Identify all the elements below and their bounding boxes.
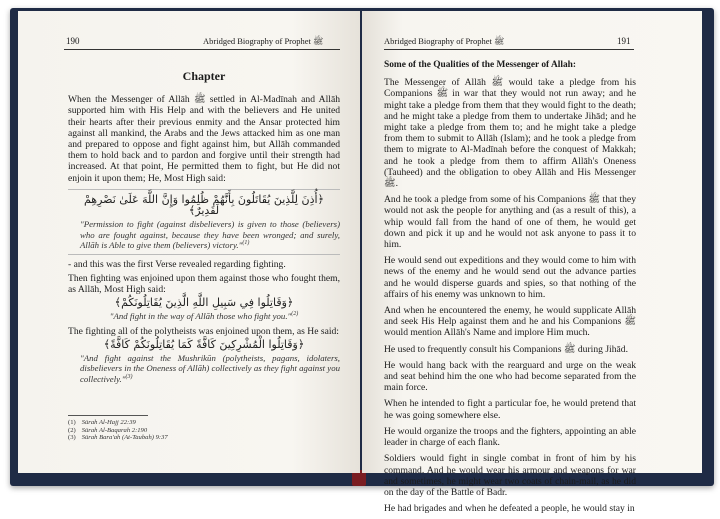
footnote-rule xyxy=(68,415,148,416)
quran-verse-arabic: ﴿وَقَاتِلُوا الْمُشْرِكِينَ كَافَّةً كَمَا يُقَاتِلُونَكُمْ كَافَّةً﴾ xyxy=(103,337,305,351)
paragraph: When the Messenger of Allāh ﷺ settled in Al-Madīnah and Allāh supported him with His Help and with the believers and He united their hearts after their previous enmity and the Ansar protected him against all mankind, the Arabs and the Jews attacked him as one man and prepared to oppose and fight against him, but Allāh commanded them to hold back and to pardon and forgive until their strength had increased. At that point, He permitted them to fight, but He did not enjoin it upon them; He, Most High said: xyxy=(68,94,340,184)
section-title: Some of the Qualities of the Messenger of Allah: xyxy=(384,60,576,70)
right-body-text xyxy=(384,60,636,519)
divider xyxy=(68,189,340,190)
page-number: 190 xyxy=(66,36,80,46)
verse-translation: "Permission to fight (against disbelievers) is given to those (believers) who are fought against, because they have been wronged; and surely, Allāh is Able to give them (believers) victory."$^{(1)}$ xyxy=(80,219,340,251)
divider xyxy=(68,254,340,255)
paragraph: Soldiers would fight in single combat in front of him by his command. And he would wear his armour and weapons for war and sometimes, he might wear two coats of chain-mail, as he did on the day of the Battle of Badr. xyxy=(384,453,636,498)
left-body-text xyxy=(68,51,340,388)
running-head: Abridged Biography of Prophet ﷺ xyxy=(203,36,324,46)
verse-translation: "And fight against the Mushrikūn (polytheists, pagans, idolaters, disbelievers in the Oneness of Allāh) collectively as they fight against you collectively."$^{(3)}$ xyxy=(80,353,340,384)
right-page xyxy=(362,11,702,515)
verse-translation: "And fight in the way of Allāh those who fight you."$^{(2)}$ xyxy=(109,311,299,322)
paragraph: Then fighting was enjoined upon them against those who fought them, as Allāh, Most High said: xyxy=(68,272,340,295)
chapter-title: Chapter xyxy=(182,69,226,83)
paragraph: He had brigades and when he defeated a people, he would stay in xyxy=(384,503,635,515)
running-head: Abridged Biography of Prophet ﷺ xyxy=(384,36,505,46)
paragraph: He would organize the troops and the fighters, appointing an able leader in charge of each flank. xyxy=(384,425,636,449)
quran-verse-arabic: ﴿أُذِنَ لِلَّذِينَ يُقَاتَلُونَ بِأَنَّهُمْ ظُلِمُوا وَإِنَّ اللَّهَ عَلَىٰ نَصْرِهِمْ لَقَدِيرٌ﴾ xyxy=(83,192,324,218)
paragraph: He would send out expeditions and they would come to him with news of the enemy and he would send out the advance parties and he would disperse guards and spies, so that nothing of the affairs of his enemy was unknown to him. xyxy=(384,255,636,300)
footnote: (2) Sūrah Al-Baqarah 2:190 xyxy=(68,426,148,434)
paragraph: And when he encountered the enemy, he would supplicate Allāh and seek His Help against them and he and his Companions ﷺ would mention Allāh's Name and implore Him much. xyxy=(384,305,636,339)
footnote: (3) Sūrah Bara'ah (At-Taubah) 9:37 xyxy=(68,434,168,442)
paragraph: The fighting all of the polytheists was enjoined upon them, as He said: xyxy=(68,325,339,337)
quran-verse-arabic: ﴿وَقَاتِلُوا فِي سَبِيلِ اللَّهِ الَّذِينَ يُقَاتِلُونَكُمْ﴾ xyxy=(114,296,294,310)
paragraph: And he took a pledge from some of his Companions ﷺ that they would not ask the people for anything and (as a result of this), a whip would fall from the hand of one of them, he would get down and pick it up and he would not ask anyone to pass it to him. xyxy=(384,194,636,251)
footnotes xyxy=(68,415,340,442)
paragraph: He would hang back with the rearguard and urge on the weak and seat behind him the one who had become separated from the main force. xyxy=(384,359,636,394)
paragraph: - and this was the first Verse revealed regarding fighting. xyxy=(68,259,286,271)
header-rule xyxy=(384,49,634,50)
header-rule xyxy=(64,49,340,50)
paragraph: When he intended to fight a particular foe, he would pretend that he was going somewhere else. xyxy=(384,398,636,421)
footnote: (1) Sūrah Al-Hajj 22:39 xyxy=(68,419,136,426)
page-number: 191 xyxy=(617,36,631,46)
paragraph: The Messenger of Allāh ﷺ would take a pledge from his Companions ﷺ in war that they would not run away; and he might take a pledge from them that they would fight to the death; and he might take a pledge from them to undertake Jihād; and he might take a pledge from them to; and he might take a pledge from them to submit to Allāh (Islam); and he took a pledge from them to migrate to Al-Madīnah before the conquest of Makkah; and he took a pledge from them to affirm Allāh's Oneness (Tauheed) and the obligation to obey Allāh and His Messenger ﷺ. xyxy=(384,77,636,190)
paragraph: He used to frequently consult his Companions ﷺ during Jihād. xyxy=(384,343,628,355)
left-page xyxy=(18,11,360,473)
